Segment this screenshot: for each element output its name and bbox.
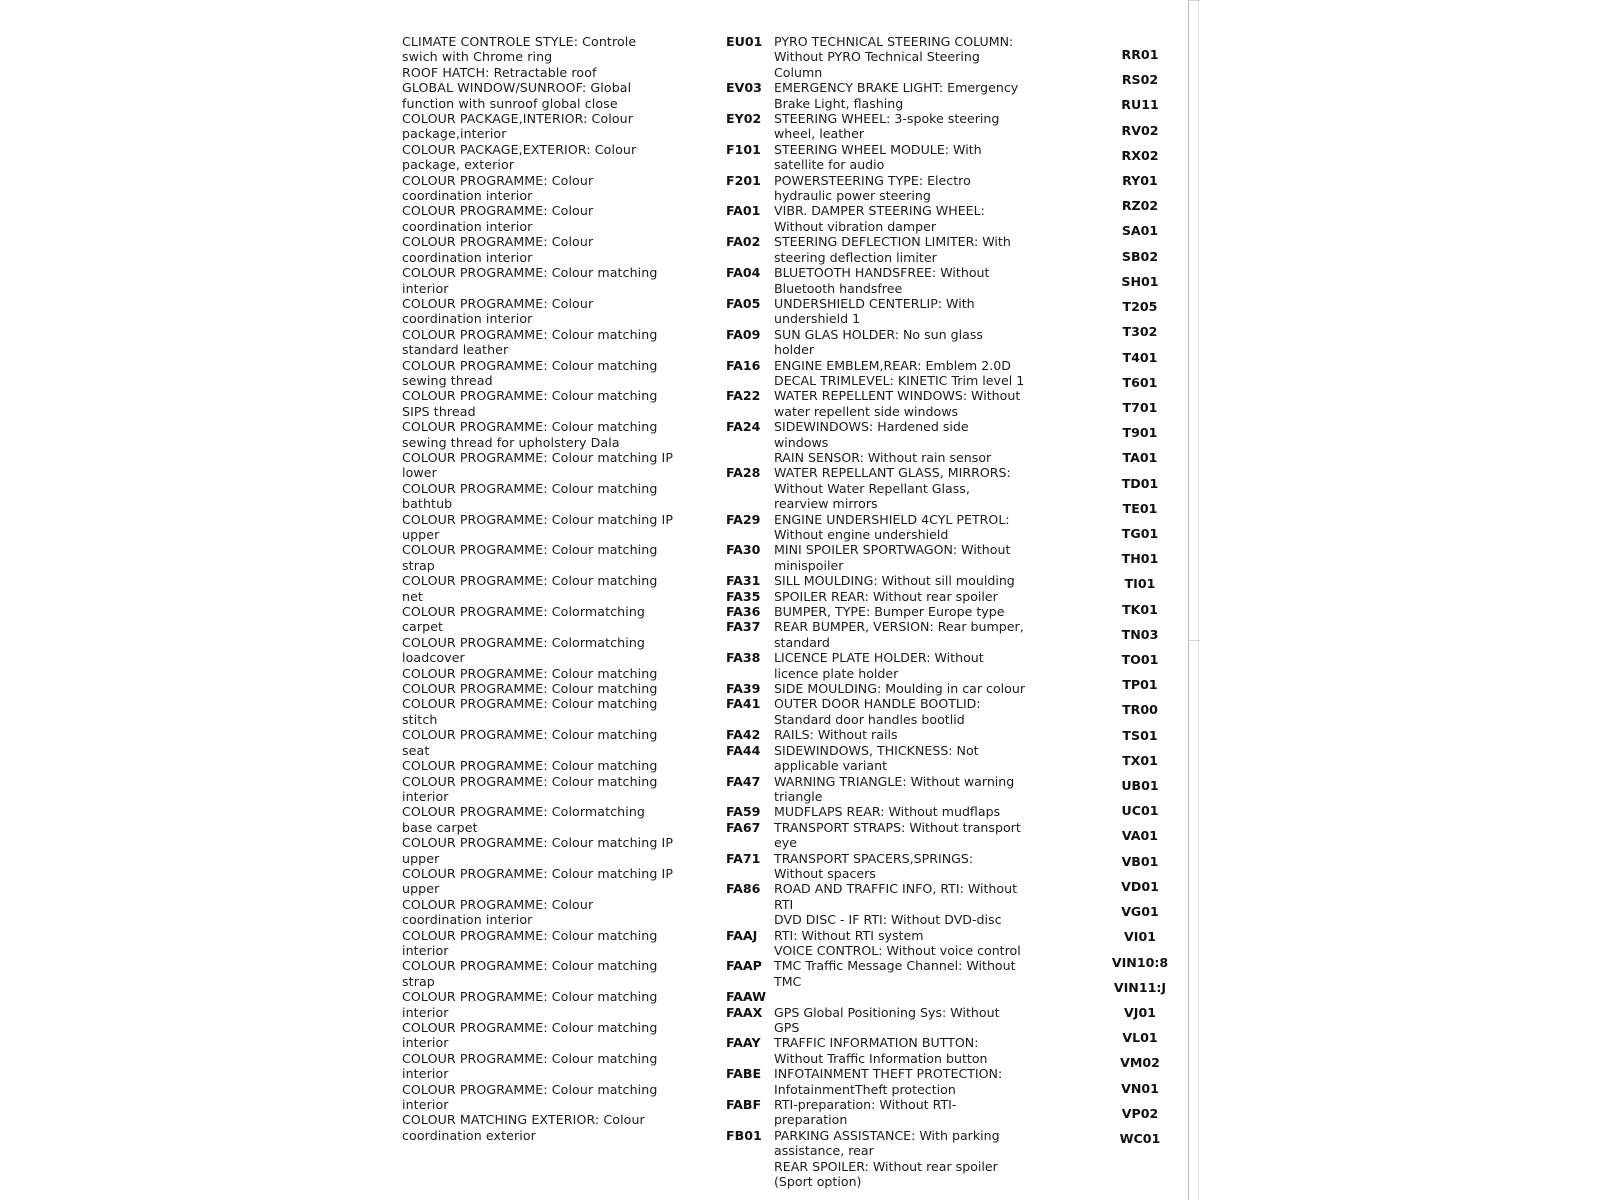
option-row [726,681,1026,696]
option-row [726,203,1026,234]
option-code: FA37 [726,619,761,635]
right-option-code: TS01 [1122,727,1158,743]
option-code: FA05 [726,295,761,311]
option-row [726,804,1026,819]
right-option-code: TE01 [1122,500,1158,516]
left-description-line: COLOUR PROGRAMME: Colour matching [402,681,658,697]
option-code: FA35 [726,588,761,604]
option-row [726,696,1026,727]
option-description: RTI: Without RTI system [774,927,924,943]
left-description-line: COLOUR PROGRAMME: Colour matching seat [402,727,662,758]
right-option-code: VI01 [1124,929,1156,945]
option-code: FA09 [726,326,761,342]
option-code: FABF [726,1097,762,1113]
right-option-code: WC01 [1119,1131,1161,1146]
option-code: FA86 [726,881,761,897]
left-description-line: COLOUR PROGRAMME: Colour matching sewing thread for upholstery Dala [402,419,662,450]
right-option-code: SB02 [1121,248,1159,264]
option-description: VIBR. DAMPER STEERING WHEEL: Without vibration damper [774,203,989,234]
option-row [726,265,1026,296]
right-option-code: VIN10:8 [1111,954,1169,970]
option-row [726,989,1026,1004]
option-code: FA16 [726,357,761,373]
option-description: EMERGENCY BRAKE LIGHT: Emergency Brake Light, flashing [774,80,1023,111]
option-description: RAILS: Without rails [774,727,898,743]
left-description-line: COLOUR PROGRAMME: Colour matching strap [402,958,662,989]
right-option-code: VIN11:J [1113,979,1167,995]
option-description: RAIN SENSOR: Without rain sensor [774,449,992,465]
left-description-line: COLOUR PROGRAMME: Colour matching IP lower [402,449,678,481]
right-option-code: UB01 [1121,778,1159,794]
option-description: ENGINE EMBLEM,REAR: Emblem 2.0D [774,357,1011,373]
left-description-line: COLOUR PROGRAMME: Colour coordination interior [402,295,598,327]
right-option-code: T701 [1122,399,1158,415]
left-description-line: COLOUR PROGRAMME: Colour matching interior [402,1081,662,1113]
right-option-code: VD01 [1121,878,1159,894]
option-code: FA29 [726,511,761,527]
option-code: FAAW [726,989,766,1005]
option-row [726,419,1026,450]
left-description-line: CLIMATE CONTROLE STYLE: Controle swich with Chrome ring [402,34,641,65]
option-code: FA47 [726,773,761,789]
option-row [726,820,1026,851]
option-description: SIDE MOULDING: Moulding in car colour [774,681,1026,697]
left-description-line: COLOUR PROGRAMME: Colour coordination interior [402,203,598,234]
option-description: INFOTAINMENT THEFT PROTECTION: InfotainmentTheft protection [774,1066,1007,1097]
option-description: SIDEWINDOWS, THICKNESS: Not applicable variant [774,742,983,774]
option-code: FAAY [726,1035,761,1051]
left-description-line: COLOUR PROGRAMME: Colour matching interior [402,265,662,296]
right-option-code: T901 [1122,425,1158,441]
option-code: FA28 [726,465,761,481]
option-description: PYRO TECHNICAL STEERING COLUMN: Without PYRO Technical Steering Column [774,34,1018,80]
right-option-code: TA01 [1122,450,1158,466]
left-description-line: COLOUR PROGRAMME: Colour matching SIPS thread [402,388,662,419]
option-row [726,650,1026,681]
right-option-code: VL01 [1122,1030,1158,1046]
left-description-line: ROOF HATCH: Retractable roof [402,64,597,80]
option-description: RTI-preparation: Without RTI-preparation [774,1097,957,1128]
option-code: FA02 [726,234,761,250]
left-description-line: COLOUR PROGRAMME: Colour coordination interior [402,172,598,204]
left-description-line: COLOUR PROGRAMME: Colour matching [402,665,658,681]
option-code: EV03 [726,80,762,96]
option-row [726,881,1026,912]
option-description: DVD DISC - IF RTI: Without DVD-disc [774,912,1002,928]
option-row [726,573,1026,588]
option-description: WATER REPELLENT WINDOWS: Without water repellent side windows [774,388,1025,419]
right-option-code: UC01 [1121,803,1159,819]
option-code: FAAP [726,958,762,974]
right-option-code: RR01 [1121,47,1159,62]
right-option-code: VJ01 [1124,1004,1156,1020]
left-description-line: COLOUR PROGRAMME: Colormatching carpet [402,604,650,635]
option-row [726,111,1026,142]
left-description-line: COLOUR PROGRAMME: Colour matching stitch [402,696,662,727]
option-description: MUDFLAPS REAR: Without mudflaps [774,804,1001,820]
right-option-code: T401 [1122,349,1158,365]
option-description: PARKING ASSISTANCE: With parking assistance, rear [774,1127,1004,1159]
option-row [726,1035,1026,1066]
option-code: FA22 [726,388,761,404]
left-description-line: GLOBAL WINDOW/SUNROOF: Global function with sunroof global close [402,80,636,111]
option-row [726,1128,1026,1159]
right-option-code: RU11 [1121,97,1159,113]
option-description: MINI SPOILER SPORTWAGON: Without minispoiler [774,542,1015,573]
option-row [726,727,1026,742]
option-code: FA59 [726,804,761,820]
right-option-code: RX02 [1121,147,1159,163]
option-description: DECAL TRIMLEVEL: KINETIC Trim level 1 [774,372,1025,388]
option-code: F101 [726,141,761,157]
option-row [726,774,1026,805]
option-description: REAR BUMPER, VERSION: Rear bumper, standard [774,619,1028,650]
left-description-column [402,34,678,1143]
left-description-line: COLOUR PROGRAMME: Colour matching interior [402,927,662,958]
option-row [726,1066,1026,1097]
right-option-code: TN03 [1121,626,1159,642]
right-option-code: TX01 [1122,752,1158,768]
option-code: FA41 [726,696,761,712]
left-description-line: COLOUR PROGRAMME: Colour matching sewing thread [402,357,662,388]
option-description: BUMPER, TYPE: Bumper Europe type [774,604,1005,620]
right-option-code: TG01 [1121,525,1159,541]
option-code: FB01 [726,1127,762,1143]
left-description-line: COLOUR PROGRAMME: Colormatching base carpet [402,804,650,835]
middle-option-list [726,34,1026,1189]
option-row [726,465,1026,511]
left-description-line: COLOUR PROGRAMME: Colour matching interior [402,773,662,804]
right-option-code: TI01 [1124,576,1156,592]
option-row [726,512,1026,543]
option-description: SIDEWINDOWS: Hardened side windows [774,419,973,450]
option-code: FA39 [726,681,761,697]
right-option-code: T601 [1122,374,1158,390]
option-row [726,173,1026,204]
right-option-code: SH01 [1121,273,1159,289]
option-code: FA24 [726,419,761,435]
right-option-code: TD01 [1121,475,1159,491]
option-row [726,928,1026,943]
option-code: FA30 [726,542,761,558]
option-row [726,327,1026,358]
option-description: BLUETOOTH HANDSFREE: Without Bluetooth handsfree [774,265,994,296]
option-row [726,604,1026,619]
option-description: POWERSTEERING TYPE: Electro hydraulic power steering [774,172,975,204]
option-description: WATER REPELLANT GLASS, MIRRORS: Without Water Repellant Glass, rearview mirrors [774,465,1015,512]
option-row [726,542,1026,573]
left-description-line: COLOUR PROGRAMME: Colour matching interior [402,1020,662,1051]
left-description-line: COLOUR PROGRAMME: Colour matching bathtub [402,480,662,512]
right-option-code: TK01 [1122,601,1158,617]
option-row [726,943,1026,958]
option-code: F201 [726,172,761,188]
option-description: ENGINE UNDERSHIELD 4CYL PETROL: Without engine undershield [774,511,1014,542]
right-option-code: TO01 [1121,652,1159,668]
right-option-code: T302 [1122,324,1158,340]
right-option-code: RS02 [1121,72,1159,88]
option-row [726,34,1026,80]
option-code: EU01 [726,34,763,49]
right-option-code: RV02 [1121,122,1159,138]
option-description: STEERING DEFLECTION LIMITER: With steering deflection limiter [774,234,1015,265]
option-code: FA71 [726,850,761,866]
option-row [726,1159,1026,1190]
left-description-line: COLOUR PROGRAMME: Colour matching [402,758,658,774]
option-code: FAAX [726,1004,763,1020]
right-option-code: VG01 [1121,904,1159,920]
option-row [726,619,1026,650]
left-description-line: COLOUR MATCHING EXTERIOR: Colour coordination exterior [402,1112,649,1143]
right-option-code: VN01 [1121,1080,1159,1096]
right-option-code: SA01 [1121,223,1159,239]
option-code: FA36 [726,604,761,620]
option-description: SPOILER REAR: Without rear spoiler [774,588,998,604]
right-option-code: TH01 [1121,551,1159,567]
left-description-line: COLOUR PROGRAMME: Colour matching interior [402,989,662,1020]
right-option-code: RY01 [1122,173,1158,189]
left-description-line: COLOUR PROGRAMME: Colour matching net [402,573,662,604]
option-code: EY02 [726,111,762,127]
option-description: TMC Traffic Message Channel: Without TMC [774,958,1020,989]
option-row [726,142,1026,173]
left-description-line: COLOUR PROGRAMME: Colour coordination interior [402,896,598,928]
right-option-code: TP01 [1122,677,1158,693]
option-description: TRANSPORT STRAPS: Without transport eye [774,819,1025,851]
option-code: FA42 [726,727,761,743]
right-option-code: VP02 [1121,1105,1159,1121]
option-row [726,373,1026,388]
option-code: FA38 [726,650,761,666]
option-description: ROAD AND TRAFFIC INFO, RTI: Without RTI [774,881,1022,912]
option-row [726,450,1026,465]
option-code: FA01 [726,203,761,219]
option-code: FABE [726,1066,762,1082]
option-description: GPS Global Positioning Sys: Without GPS [774,1004,1004,1035]
option-row [726,743,1026,774]
option-code: FA44 [726,742,761,758]
option-row [726,851,1026,882]
left-description-line: COLOUR PACKAGE,EXTERIOR: Colour package, exterior [402,141,641,173]
page-rule-tick [1188,0,1200,1]
option-row [726,958,1026,989]
option-code: FAAJ [726,927,758,943]
option-description: TRANSPORT SPACERS,SPRINGS: Without spacers [774,850,978,881]
right-option-code: VA01 [1121,828,1159,844]
left-description-line: COLOUR PROGRAMME: Colormatching loadcover [402,634,650,666]
option-description: OUTER DOOR HANDLE BOOTLID: Standard door handles bootlid [774,696,985,727]
page-rule-right [1198,0,1199,1200]
left-description-line: COLOUR PROGRAMME: Colour matching strap [402,542,662,573]
option-description: SILL MOULDING: Without sill moulding [774,573,1015,589]
right-option-code: T205 [1122,299,1158,315]
right-option-code: TR00 [1122,702,1158,718]
option-description: UNDERSHIELD CENTERLIP: With undershield 1 [774,295,979,327]
option-code: FA31 [726,573,761,589]
option-description: STEERING WHEEL MODULE: With satellite for audio [774,141,986,173]
option-description: SUN GLAS HOLDER: No sun glass holder [774,326,987,358]
option-description: TRAFFIC INFORMATION BUTTON: Without Traffic Information button [774,1035,988,1066]
right-option-code: VM02 [1120,1055,1160,1071]
option-row [726,80,1026,111]
option-row [726,388,1026,419]
left-description-line: COLOUR PROGRAMME: Colour matching standard leather [402,326,662,358]
right-option-code: RZ02 [1121,198,1159,214]
option-row [726,1005,1026,1036]
left-description-line: COLOUR PROGRAMME: Colour matching IP upper [402,511,678,542]
left-description-line: COLOUR PACKAGE,INTERIOR: Colour package,interior [402,111,638,142]
option-code: FA67 [726,819,761,835]
option-description: STEERING WHEEL: 3-spoke steering wheel, leather [774,111,1004,142]
option-row [726,589,1026,604]
option-row [726,358,1026,373]
right-option-code: VB01 [1121,853,1159,869]
option-row [726,296,1026,327]
option-description: LICENCE PLATE HOLDER: Without licence plate holder [774,650,988,681]
option-code: FA04 [726,265,761,281]
option-description: VOICE CONTROL: Without voice control [774,942,1021,958]
left-description-line: COLOUR PROGRAMME: Colour coordination interior [402,234,598,265]
option-description: REAR SPOILER: Without rear spoiler (Sport option) [774,1158,1002,1190]
option-row [726,1097,1026,1128]
option-row [726,234,1026,265]
option-description: WARNING TRIANGLE: Without warning triangle [774,773,1019,804]
left-description-line: COLOUR PROGRAMME: Colour matching IP upper [402,865,678,897]
left-description-line: COLOUR PROGRAMME: Colour matching interior [402,1050,662,1082]
option-row [726,912,1026,927]
left-description-line: COLOUR PROGRAMME: Colour matching IP upper [402,835,678,866]
